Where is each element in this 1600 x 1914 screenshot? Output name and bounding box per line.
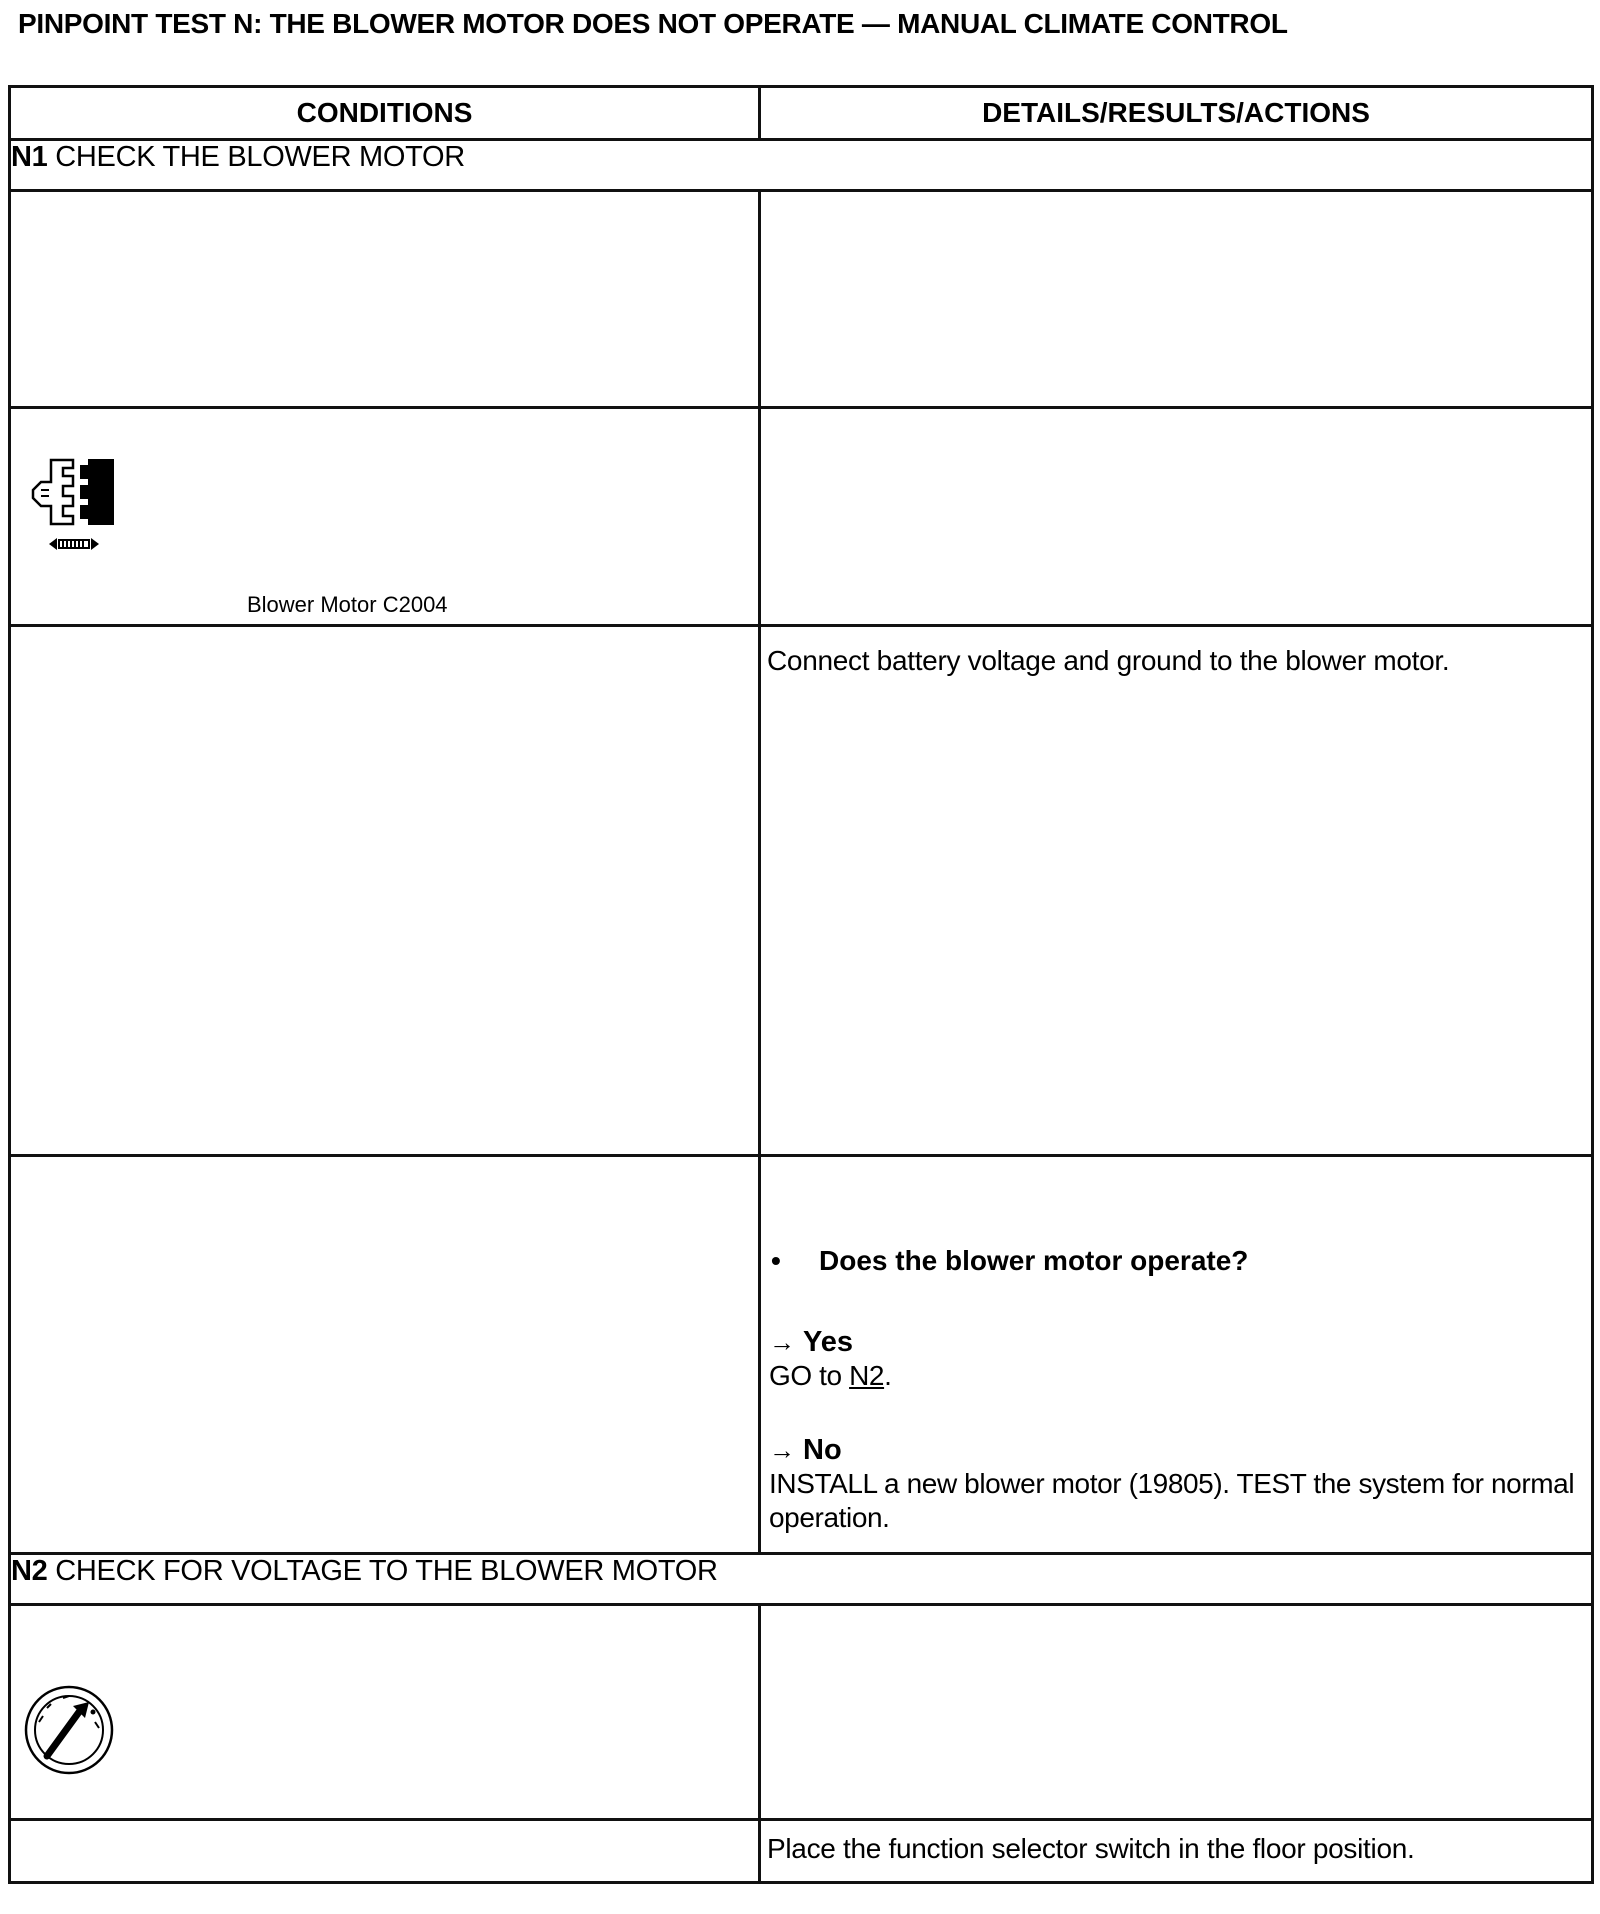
connector-disconnect-icon — [23, 454, 133, 554]
yes-action-suffix: . — [884, 1360, 892, 1391]
table-row — [10, 191, 1593, 408]
question-label: Does the blower motor operate? — [819, 1245, 1249, 1276]
step-id: N2 — [11, 1555, 48, 1587]
right-arrow-icon: → — [769, 1435, 795, 1465]
bullet-icon: • — [771, 1245, 781, 1276]
conditions-cell-empty — [10, 1820, 760, 1883]
no-label: No — [803, 1434, 842, 1466]
results-cell — [760, 1156, 1593, 1554]
header-row — [10, 87, 1593, 140]
details-cell — [760, 1820, 1593, 1883]
answer-list — [769, 1325, 1591, 1535]
details-cell-empty — [760, 1605, 1593, 1820]
yes-action — [769, 1359, 1591, 1393]
step-heading-n1 — [10, 140, 1593, 191]
pinpoint-table — [8, 85, 1594, 1884]
right-arrow-icon: → — [769, 1327, 795, 1357]
table-row — [10, 626, 1593, 1156]
step-heading-n2 — [10, 1554, 1593, 1605]
table-row — [10, 1156, 1593, 1554]
instruction-text: Connect battery voltage and ground to the blower motor. — [767, 645, 1450, 676]
go-to-n2-link[interactable]: N2 — [849, 1360, 885, 1391]
connector-condition-cell — [10, 408, 760, 626]
step-label: CHECK FOR VOLTAGE TO THE BLOWER MOTOR — [55, 1555, 718, 1587]
switch-condition-cell — [10, 1605, 760, 1820]
conditions-header: CONDITIONS — [10, 87, 760, 140]
question-text — [771, 1245, 1249, 1277]
table-row — [10, 1605, 1593, 1820]
instruction-text: Place the function selector switch in the floor position. — [767, 1833, 1415, 1864]
details-cell-empty — [760, 191, 1593, 408]
step-row-n2 — [10, 1554, 1593, 1605]
details-cell — [760, 626, 1593, 1156]
yes-action-prefix: GO to — [769, 1360, 850, 1391]
yes-answer-heading — [769, 1325, 1591, 1359]
details-cell-empty — [760, 408, 1593, 626]
page-title: PINPOINT TEST N: THE BLOWER MOTOR DOES NOT OPERATE — MANUAL CLIMATE CONTROL — [18, 8, 1288, 39]
step-row-n1 — [10, 140, 1593, 191]
no-answer-heading — [769, 1433, 1591, 1467]
step-id: N1 — [11, 141, 48, 173]
step-label: CHECK THE BLOWER MOTOR — [55, 141, 465, 173]
conditions-cell-empty — [10, 191, 760, 408]
connector-caption: Blower Motor C2004 — [247, 592, 448, 617]
yes-label: Yes — [803, 1326, 853, 1358]
ignition-switch-icon — [23, 1684, 115, 1776]
conditions-cell-empty — [10, 1156, 760, 1554]
table-row — [10, 1820, 1593, 1883]
details-header: DETAILS/RESULTS/ACTIONS — [760, 87, 1593, 140]
conditions-cell-empty — [10, 626, 760, 1156]
no-action: INSTALL a new blower motor (19805). TEST the system for normal operation. — [769, 1468, 1575, 1533]
table-row — [10, 408, 1593, 626]
